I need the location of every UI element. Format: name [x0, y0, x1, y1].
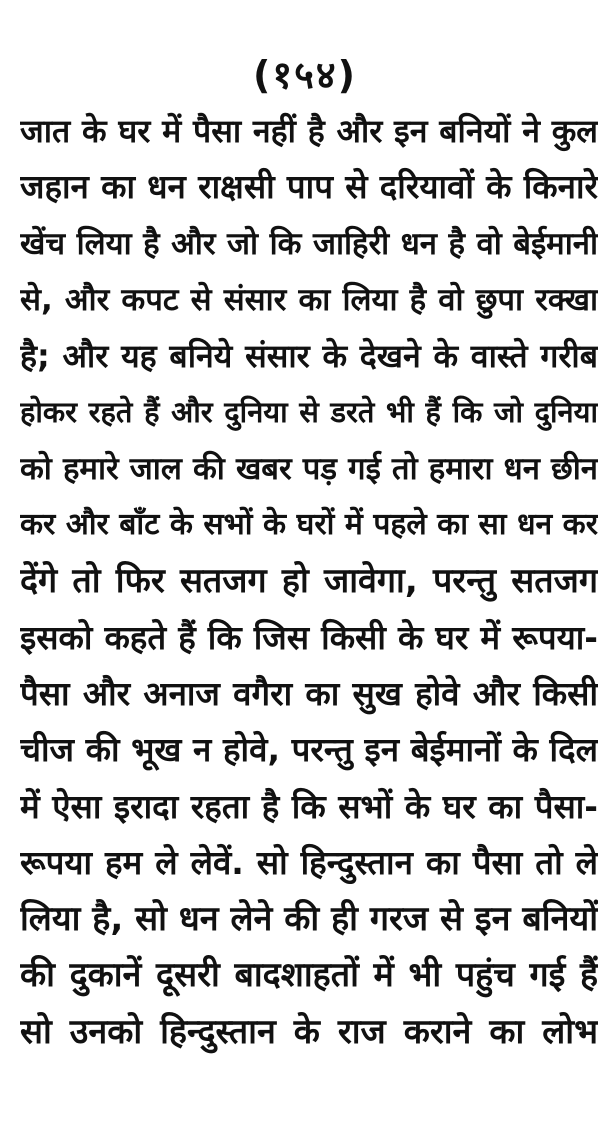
text-line: सो उनको हिन्दुस्तान के राज कराने का लोभ: [20, 1011, 598, 1052]
text-line: पैसा और अनाज वगैरा का सुख होवे और किसी: [20, 673, 598, 713]
text-line: कर और बाँट के सभों के घरों में पहले का सा धन कर: [20, 507, 598, 543]
text-line: इसको कहते हैं कि जिस किसी के घर में रूपया-: [20, 617, 598, 657]
text-line: जात के घर में पैसा नहीं है और इन बनियों ने कुल: [20, 112, 598, 150]
text-line: होकर रहते हैं और दुनिया से डरते भी हैं कि जो दुनिया: [20, 395, 598, 430]
text-line: को हमारे जाल की खबर पड़ गई तो हमारा धन छीन: [20, 450, 598, 487]
text-line: जहान का धन राक्षसी पाप से दरियावों के किनारे: [20, 167, 598, 207]
text-line: रूपया हम ले लेवें. सो हिन्दुस्तान का पैसा तो ले: [20, 842, 598, 882]
text-line: है; और यह बनिये संसार के देखने के वास्ते गरीब: [20, 337, 598, 376]
text-line: की दुकानें दूसरी बादशाहतों में भी पहुंच गई हैं: [20, 955, 598, 996]
text-line: चीज की भूख न होवे, परन्तु इन बेईमानों के दिल: [20, 730, 598, 770]
text-line: से, और कपट से संसार का लिया है वो छुपा रक्खा: [20, 281, 598, 318]
body-text: [20, 103, 598, 1060]
text-line: देंगे तो फिर सतजग हो जावेगा, परन्तु सतजग: [20, 561, 598, 602]
page-number: (१५४): [252, 53, 357, 97]
text-line: लिया है, सो धन लेने की ही गरज से इन बनियों: [20, 899, 598, 940]
text-line: में ऐसा इरादा रहता है कि सभों के घर का पैसा-: [20, 786, 598, 826]
text-line: खेंच लिया है और जो कि जाहिरी धन है वो बेईमानी: [20, 225, 598, 262]
